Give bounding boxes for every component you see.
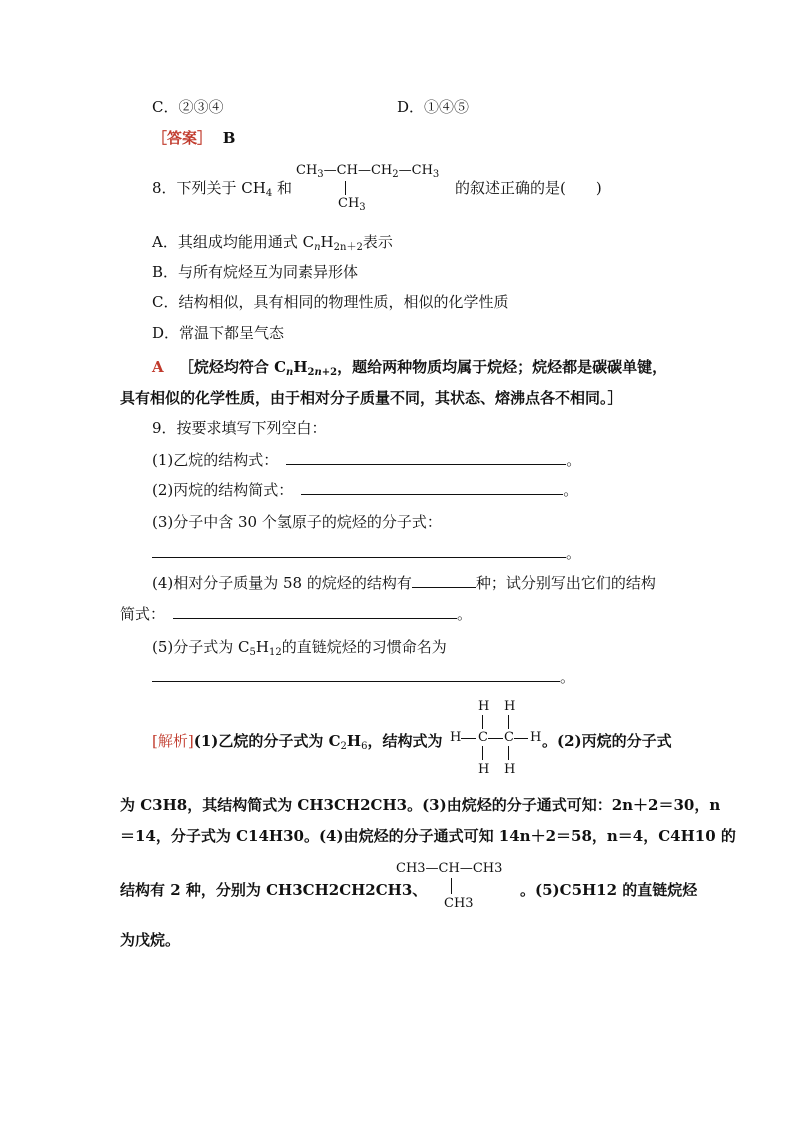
q9-part5-answer — [152, 667, 575, 687]
q8-explanation-line1: A ［烷烃均符合 $C_nH_{2n+2}$，题给两种物质均属于烷烃；烷烃都是碳碳单键， — [152, 358, 668, 378]
part-label: 简式： — [120, 605, 166, 623]
answer-blank[interactable] — [152, 543, 566, 558]
period: 。 — [566, 451, 582, 469]
methyl-branch — [338, 197, 366, 211]
q8-stem — [152, 178, 292, 198]
methylbutane-structure — [296, 164, 439, 178]
answer-tag: ［答案］ — [152, 129, 213, 147]
q8-option-a: A．其组成均能用通式 $C_nH_{2n+2}$表示 — [152, 233, 393, 253]
answer-blank[interactable] — [286, 450, 566, 465]
analysis-line1: [解析](1)乙烷的分子式为 $C_2H_6$，结构式为 — [152, 732, 443, 752]
analysis-line1-tail: 。(2)丙烷的分子式 — [542, 732, 672, 750]
option-text: 表示 — [362, 233, 393, 251]
atom-h: H — [530, 730, 542, 745]
answer-value: B — [222, 129, 236, 147]
q7-option-c: C．②③④ — [152, 98, 224, 116]
analysis-line4: 结构有 2 种，分别为 CH3CH2CH2CH3、 — [120, 881, 428, 899]
chem-text: CH — [296, 163, 318, 178]
option-text: H — [320, 233, 334, 251]
q9-part2 — [152, 480, 578, 500]
chem-text: CH3—CH—CH3 — [396, 861, 503, 876]
chem-text: —CH — [398, 163, 433, 178]
explain-text: ［烷烃均符合 C — [178, 358, 287, 376]
q8-option-d: D．常温下都呈气态 — [152, 324, 285, 342]
atom-h: H — [504, 699, 516, 714]
q9-part3: (3)分子中含 30 个氢原子的烷烃的分子式： — [152, 513, 442, 531]
bond-line — [482, 715, 483, 729]
q9-part5: (5)分子式为 $C_5H_{12}$的直链烷烃的习惯命名为 — [152, 638, 447, 658]
period: 。 — [457, 605, 473, 623]
q8-answer-letter: A — [152, 358, 164, 376]
analysis-line4-tail: 。(5)C5H12 的直链烷烃 — [520, 881, 698, 899]
q9-part3-answer — [152, 543, 581, 563]
period: 。 — [566, 544, 582, 562]
bond-line — [482, 746, 483, 760]
q8-option-c: C．结构相似，具有相同的物理性质，相似的化学性质 — [152, 293, 509, 311]
q7-answer — [152, 128, 235, 148]
analysis-text: H — [346, 732, 362, 750]
atom-c: C — [504, 730, 514, 745]
chem-text: CH3 — [444, 896, 474, 911]
period: 。 — [560, 668, 576, 686]
q9-part4 — [152, 573, 656, 593]
bond-line — [488, 738, 503, 739]
atom-h: H — [504, 762, 516, 777]
q8-stem-text: 8．下列关于 CH — [152, 179, 266, 197]
q7-option-d: D．①④⑤ — [397, 98, 470, 116]
period: 。 — [563, 481, 579, 499]
part-label: (5)分子式为 C — [152, 638, 250, 656]
answer-blank[interactable] — [173, 604, 457, 619]
chem-sub: 3 — [359, 202, 366, 213]
bond-line — [508, 715, 509, 729]
analysis-text: ，结构式为 — [367, 732, 443, 750]
chem-sub: 3 — [432, 169, 440, 180]
q8-stem-and: 和 — [272, 179, 293, 197]
bond-line — [461, 738, 476, 739]
explain-text: ，题给两种物质均属于烷烃；烷烃都是碳碳单键， — [337, 358, 668, 376]
q8-stem-sub: 4 — [265, 188, 273, 199]
part-label: (1)乙烷的结构式： — [152, 451, 279, 469]
answer-blank[interactable] — [412, 573, 476, 588]
bond-line — [345, 181, 346, 195]
q8-option-b: B．与所有烷烃互为同素异形体 — [152, 263, 359, 281]
q9-part1 — [152, 450, 581, 470]
q8-explanation-line2: 具有相似的化学性质，由于相对分子质量不同，其状态、熔沸点各不相同。］ — [120, 389, 623, 407]
atom-h: H — [450, 730, 462, 745]
part-label: (4)相对分子质量为 58 的烷烃的结构有 — [152, 574, 412, 592]
analysis-text: (1)乙烷的分子式为 C — [193, 732, 341, 750]
part-label: 的直链烷烃的习惯命名为 — [281, 638, 447, 656]
bond-line — [508, 746, 509, 760]
q9-part4-line2 — [120, 604, 472, 624]
chem-sub: 2 — [392, 169, 399, 180]
chem-sub: 3 — [317, 169, 324, 180]
chem-text: —CH—CH — [323, 163, 393, 178]
analysis-line5: 为戊烷。 — [120, 931, 181, 949]
atom-h: H — [478, 699, 490, 714]
chem-text: CH — [338, 196, 360, 211]
q9-stem: 9．按要求填写下列空白： — [152, 419, 327, 437]
bond-line — [514, 738, 528, 739]
explain-text: H — [293, 358, 308, 376]
answer-blank[interactable] — [301, 480, 563, 495]
analysis-tag: [解析] — [152, 732, 194, 750]
part-label: 种；试分别写出它们的结构 — [475, 574, 656, 592]
option-sub: 2n＋2 — [333, 242, 363, 253]
analysis-line2: 为 C3H8，其结构简式为 CH3CH2CH3。(3)由烷烃的分子通式可知：2n＋2＝30，n — [120, 796, 721, 814]
option-text: A．其组成均能用通式 C — [152, 233, 315, 251]
atom-h: H — [478, 762, 490, 777]
part-label: (2)丙烷的结构简式： — [152, 481, 294, 499]
analysis-line3: ＝14，分子式为 C14H30。(4)由烷烃的分子通式可知 14n＋2＝58，n＝4，C4H10 的 — [120, 827, 736, 845]
answer-blank[interactable] — [152, 667, 560, 682]
atom-c: C — [478, 730, 488, 745]
bond-line — [451, 878, 452, 894]
q8-stem-tail: 的叙述正确的是( ) — [455, 179, 602, 197]
part-label: H — [255, 638, 269, 656]
